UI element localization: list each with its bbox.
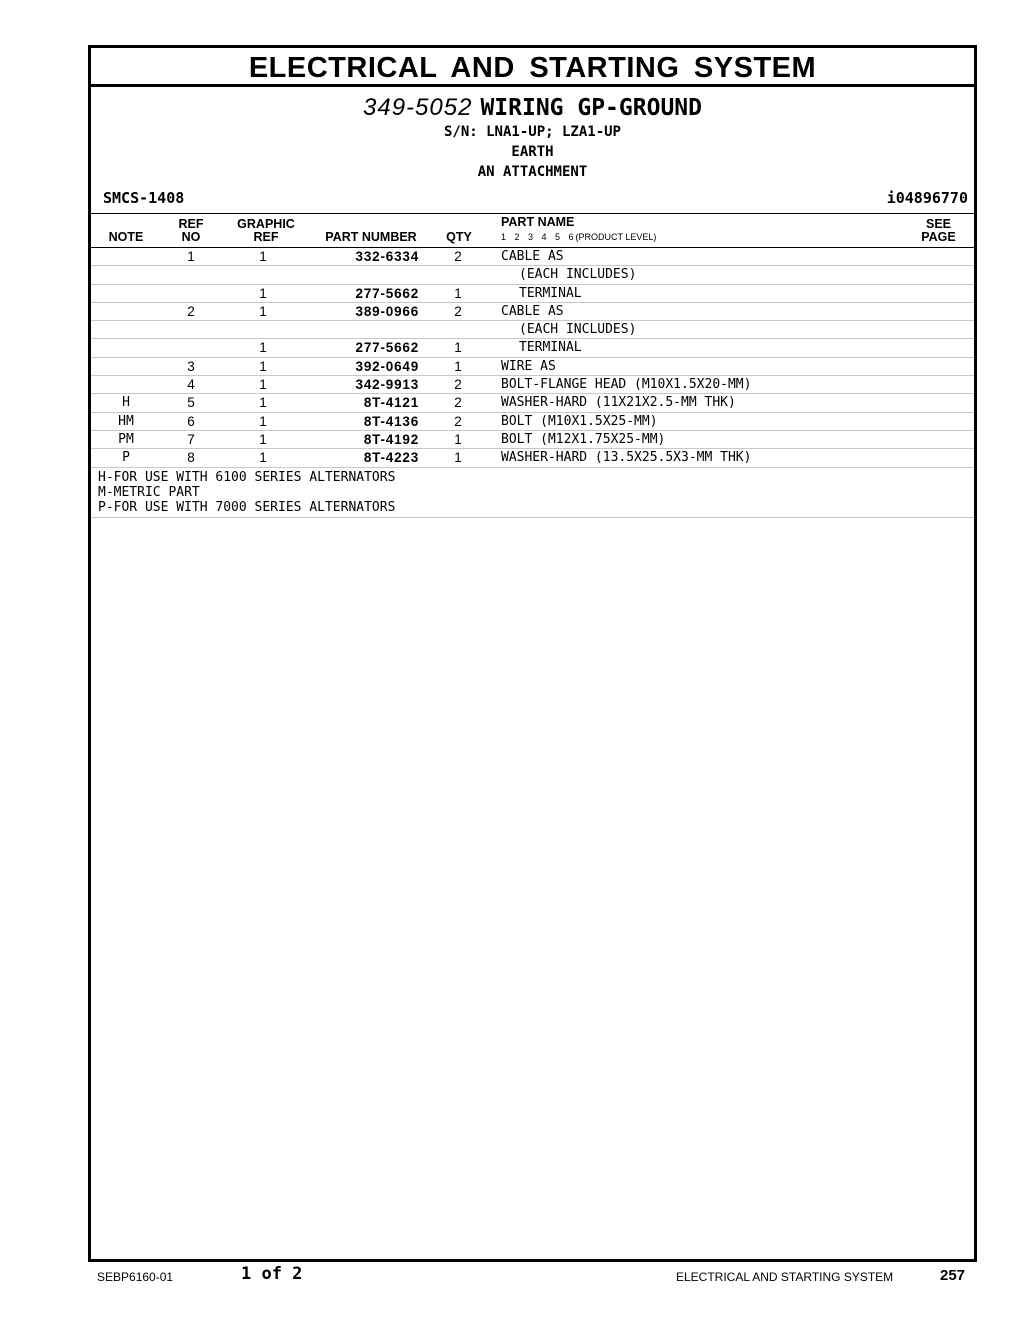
graphic-ref-cell: 1: [259, 450, 267, 466]
part-name-cell: TERMINAL: [519, 285, 582, 301]
illustration-id: i04896770: [886, 189, 968, 207]
qty-cell: 2: [454, 303, 462, 319]
footer-page-number: 257: [940, 1267, 966, 1284]
table-row: [91, 266, 974, 284]
graphic-ref-cell: 1: [259, 249, 267, 264]
ref-no-cell: 1: [187, 249, 195, 264]
footer-page-of: 1 of 2: [241, 1264, 303, 1284]
graphic-ref-cell: 1: [259, 377, 267, 393]
ref-no-cell: 4: [187, 377, 195, 393]
ref-no-cell: 8: [187, 450, 195, 466]
part-name-cell: WASHER-HARD (13.5X25.5X3-MM THK): [501, 450, 752, 466]
page-frame: [88, 45, 977, 1262]
qty-cell: 1: [454, 431, 462, 447]
note-line: H-FOR USE WITH 6100 SERIES ALTERNATORS: [98, 469, 396, 485]
product-level-label: (PRODUCT LEVEL): [575, 232, 657, 242]
level-numbers: 1 2 3 4 5 6: [501, 232, 574, 242]
smcs-code: SMCS-1408: [103, 189, 185, 207]
part-number-cell: 277-5662: [355, 340, 419, 356]
table-row: [91, 394, 974, 412]
col-header-graphic-bottom: REF: [253, 230, 279, 244]
part-number-cell: 277-5662: [355, 285, 419, 301]
qty-cell: 1: [454, 340, 462, 356]
group-part-number: 349-5052: [363, 94, 473, 121]
qty-cell: 2: [454, 377, 462, 393]
part-name-cell: (EACH INCLUDES): [519, 267, 637, 283]
note-line: M-METRIC PART: [98, 484, 200, 500]
col-header-part-name: PART NAME: [501, 215, 575, 229]
part-name-cell: BOLT (M10X1.5X25-MM): [501, 413, 658, 429]
table-row: [91, 431, 974, 449]
part-number-cell: 8T-4121: [363, 395, 419, 411]
part-name-cell: TERMINAL: [519, 340, 582, 356]
graphic-ref-cell: 1: [259, 431, 267, 447]
part-name-cell: BOLT (M12X1.75X25-MM): [501, 431, 666, 447]
table-row: [91, 376, 974, 394]
qty-cell: 2: [454, 249, 462, 264]
graphic-ref-cell: 1: [259, 413, 267, 429]
group-name: WIRING GP-GROUND: [480, 95, 702, 121]
part-number-cell: 332-6334: [355, 249, 419, 264]
col-header-ref: [171, 218, 211, 244]
header-top-rule: [91, 213, 974, 214]
ref-no-cell: 6: [187, 413, 195, 429]
serial-number: S/N: LNA1-UP; LZA1-UP: [443, 124, 621, 140]
table-row: [91, 449, 974, 467]
footer-section: ELECTRICAL AND STARTING SYSTEM: [676, 1270, 894, 1284]
part-number-cell: 8T-4192: [363, 431, 419, 447]
table-row: [91, 285, 974, 303]
section-title: ELECTRICAL AND STARTING SYSTEM: [91, 48, 974, 87]
part-number-cell: 392-0649: [355, 358, 419, 374]
part-number-cell: 389-0966: [355, 303, 419, 319]
part-name-cell: CABLE AS: [501, 303, 564, 319]
qty-cell: 1: [454, 285, 462, 301]
qty-cell: 1: [454, 450, 462, 466]
part-name-cell: (EACH INCLUDES): [519, 322, 637, 338]
col-header-part-number: PART NUMBER: [325, 230, 417, 244]
col-header-ref-top: REF: [178, 217, 204, 231]
note-cell: PM: [118, 431, 134, 447]
part-name-cell: BOLT-FLANGE HEAD (M10X1.5X20-MM): [501, 377, 752, 393]
col-header-ref-bottom: NO: [181, 230, 201, 244]
part-number-cell: 8T-4223: [363, 450, 419, 466]
table-row: [91, 303, 974, 321]
parts-table: [91, 248, 974, 518]
col-header-see-top: SEE: [925, 217, 951, 231]
qty-cell: 1: [454, 358, 462, 374]
graphic-ref-cell: 1: [259, 395, 267, 411]
col-header-note: NOTE: [108, 230, 144, 244]
col-header-graphic: [231, 218, 301, 244]
graphic-ref-cell: 1: [259, 285, 267, 301]
table-row: [91, 358, 974, 376]
product-levels: [501, 232, 656, 242]
col-header-see-page: [911, 218, 966, 244]
col-header-qty: QTY: [446, 230, 472, 244]
note-cell: HM: [118, 413, 134, 429]
group-subtitle-attachment: AN ATTACHMENT: [477, 164, 588, 180]
part-name-cell: CABLE AS: [501, 249, 564, 264]
table-row: [91, 321, 974, 339]
notes-block: [91, 468, 974, 518]
table-row: [91, 248, 974, 266]
ref-no-cell: 3: [187, 358, 195, 374]
part-number-cell: 342-9913: [355, 377, 419, 393]
col-header-see-bottom: PAGE: [921, 230, 956, 244]
group-subtitle-earth: EARTH: [511, 144, 554, 160]
qty-cell: 2: [454, 395, 462, 411]
ref-no-cell: 7: [187, 431, 195, 447]
part-number-cell: 8T-4136: [363, 413, 419, 429]
note-cell: H: [122, 395, 130, 411]
group-heading: [91, 94, 974, 122]
qty-cell: 2: [454, 413, 462, 429]
note-line: P-FOR USE WITH 7000 SERIES ALTERNATORS: [98, 499, 396, 515]
ref-no-cell: 5: [187, 395, 195, 411]
col-header-graphic-top: GRAPHIC: [237, 217, 295, 231]
part-name-cell: WASHER-HARD (11X21X2.5-MM THK): [501, 395, 736, 411]
graphic-ref-cell: 1: [259, 340, 267, 356]
table-row: [91, 413, 974, 431]
footer-doc-number: SEBP6160-01: [97, 1270, 174, 1284]
part-name-cell: WIRE AS: [501, 358, 556, 374]
ref-no-cell: 2: [187, 303, 195, 319]
table-row: [91, 339, 974, 357]
graphic-ref-cell: 1: [259, 358, 267, 374]
note-cell: P: [122, 450, 130, 466]
graphic-ref-cell: 1: [259, 303, 267, 319]
